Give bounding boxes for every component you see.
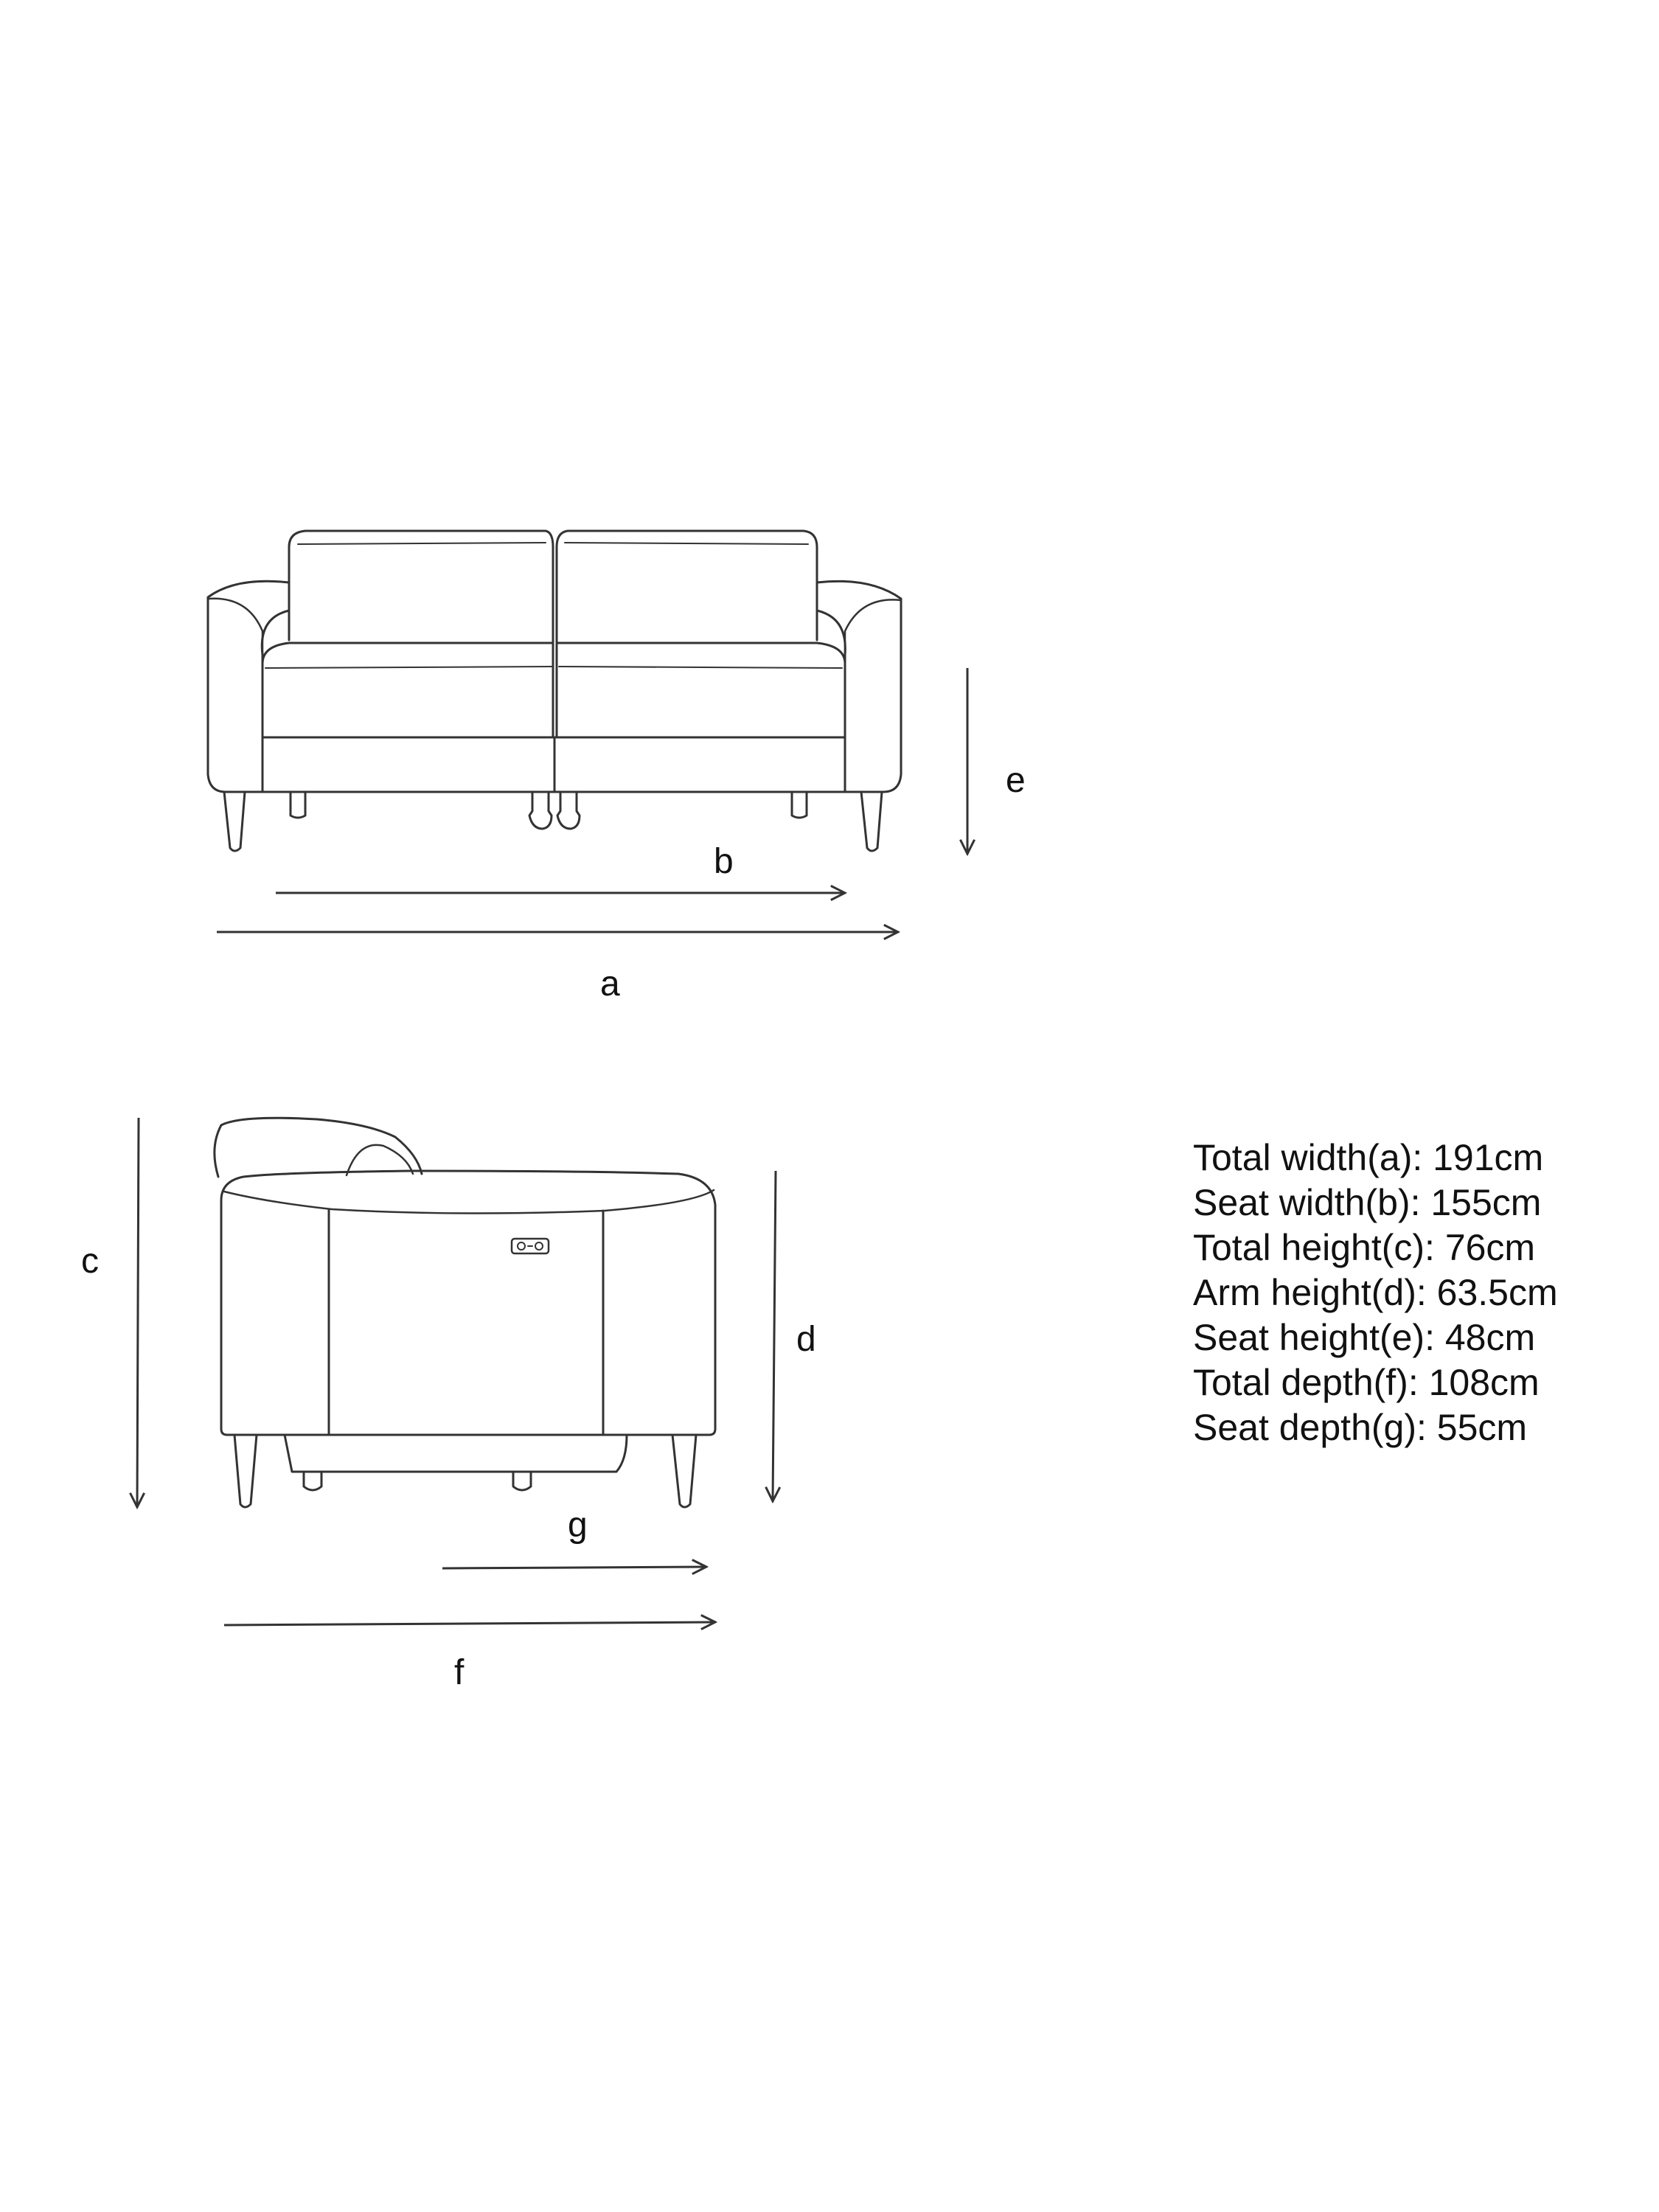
label-f: f	[454, 1653, 465, 1692]
side-right-leg	[672, 1435, 696, 1507]
front-view-sofa-drawing	[208, 531, 901, 851]
label-g: g	[568, 1506, 588, 1545]
footrest-mechanism	[285, 1435, 627, 1472]
spec-total-depth: Total depth(f): 108cm	[1193, 1362, 1540, 1403]
spec-seat-width: Seat width(b): 155cm	[1193, 1182, 1542, 1223]
side-left-leg	[234, 1435, 257, 1507]
spec-seat-height: Seat height(e): 48cm	[1193, 1317, 1536, 1358]
label-e: e	[1006, 761, 1026, 800]
right-back-cushion	[557, 531, 817, 643]
side-view-sofa-drawing	[215, 1118, 715, 1507]
right-seat-cushion	[557, 643, 845, 737]
spec-seat-depth: Seat depth(g): 55cm	[1193, 1407, 1528, 1448]
spec-total-width: Total width(a): 191cm	[1193, 1137, 1544, 1178]
front-left-leg	[224, 792, 245, 851]
arrow-d	[773, 1171, 776, 1501]
label-d: d	[796, 1320, 816, 1359]
left-arm	[208, 581, 289, 792]
right-arm	[817, 581, 901, 792]
front-right-leg	[861, 792, 882, 851]
left-seat-cushion	[262, 643, 553, 737]
arrow-c	[137, 1118, 139, 1507]
dimension-spec-list	[1193, 1135, 1558, 1450]
headrest	[215, 1118, 422, 1177]
arrow-f	[224, 1622, 715, 1625]
label-c: c	[81, 1242, 99, 1281]
arrow-g	[442, 1567, 706, 1568]
spec-arm-height: Arm height(d): 63.5cm	[1193, 1272, 1558, 1313]
spec-total-height: Total height(c): 76cm	[1193, 1227, 1536, 1268]
label-a: a	[600, 964, 620, 1004]
label-b: b	[714, 842, 734, 881]
side-body	[221, 1171, 715, 1435]
left-back-cushion	[289, 531, 553, 643]
